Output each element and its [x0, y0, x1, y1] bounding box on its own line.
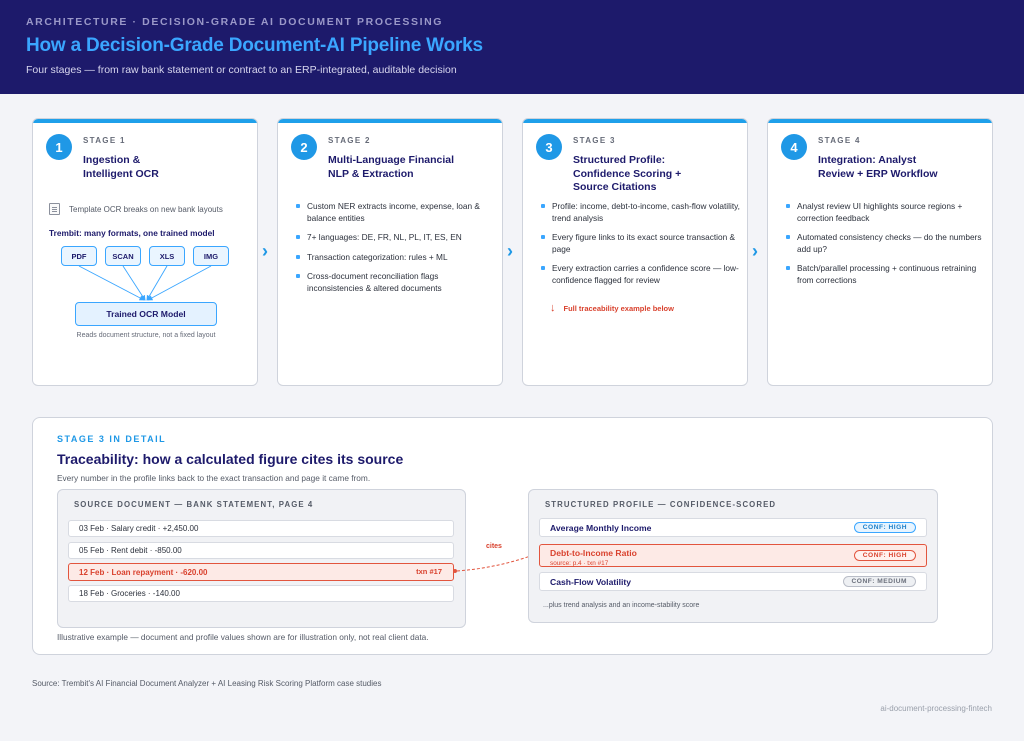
page-subtitle: Four stages — from raw bank statement or contract to an ERP-integrated, auditable decision — [26, 64, 457, 76]
stage-title: Multi-Language Financial NLP & Extraction — [328, 154, 455, 180]
transaction-row — [68, 585, 454, 602]
stage-card-1 — [32, 118, 258, 386]
confidence-badge: CONF: HIGH — [854, 522, 916, 533]
format-box-xls: XLS — [149, 246, 185, 266]
profile-metric-name: Debt-to-Income Ratio — [550, 548, 637, 558]
transaction-ref: txn #17 — [416, 567, 442, 576]
profile-footnote: ...plus trend analysis and an income-stability score — [543, 602, 700, 609]
stage-title: Integration: Analyst Review + ERP Workflow — [818, 154, 938, 180]
traceability-link-note — [550, 302, 674, 314]
stage-card-4 — [767, 118, 993, 386]
profile-row — [539, 572, 927, 591]
stage-label: STAGE 1 — [83, 136, 126, 145]
profile-source-citation: source: p.4 · txn #17 — [550, 560, 609, 567]
chevron-right-icon: › — [752, 241, 758, 261]
chevron-right-icon: › — [507, 241, 513, 261]
source-panel-heading: SOURCE DOCUMENT — BANK STATEMENT, PAGE 4 — [74, 500, 314, 509]
stage-number-badge: 4 — [781, 134, 807, 160]
template-ocr-note — [49, 203, 223, 215]
profile-metric-name: Cash-Flow Volatility — [550, 577, 632, 587]
bullet-item: Transaction categorization: rules + ML — [295, 252, 495, 264]
trembit-formats-line: Trembit: many formats, one trained model — [49, 228, 215, 238]
profile-row-highlighted — [539, 544, 927, 567]
confidence-badge: CONF: HIGH — [854, 550, 916, 561]
transaction-row — [68, 520, 454, 537]
bullet-item: Profile: income, debt-to-income, cash-flow volatility, trend analysis — [540, 201, 740, 224]
ocr-model-caption: Reads document structure, not a fixed layout — [76, 332, 216, 339]
trained-ocr-model-box: Trained OCR Model — [75, 302, 217, 326]
stage-label: STAGE 4 — [818, 136, 861, 145]
transaction-text: 18 Feb · Groceries · -140.00 — [79, 589, 180, 598]
stage-title: Ingestion & Intelligent OCR — [83, 154, 159, 180]
detail-eyebrow: STAGE 3 IN DETAIL — [57, 434, 167, 444]
stage-number-badge: 3 — [536, 134, 562, 160]
header-eyebrow: ARCHITECTURE · DECISION-GRADE AI DOCUMENT PROCESSING — [26, 16, 444, 28]
chevron-right-icon: › — [262, 241, 268, 261]
stage-3-detail-panel — [32, 417, 993, 655]
transaction-text: 12 Feb · Loan repayment · -620.00 — [79, 567, 208, 577]
page-slug: ai-document-processing-fintech — [880, 704, 992, 713]
bullet-item: Cross-document reconciliation flags inconsistencies & altered documents — [295, 271, 495, 294]
stage-label: STAGE 3 — [573, 136, 616, 145]
arrow-down-icon: ↓ — [550, 302, 556, 314]
source-attribution: Source: Trembit's AI Financial Document Analyzer + AI Leasing Risk Scoring Platform case studies — [32, 679, 382, 688]
format-box-scan: SCAN — [105, 246, 141, 266]
stage-card-3 — [522, 118, 748, 386]
cites-label: cites — [486, 543, 502, 550]
detail-title: Traceability: how a calculated figure cites its source — [57, 451, 404, 467]
format-box-pdf: PDF — [61, 246, 97, 266]
detail-subtitle: Every number in the profile links back to the exact transaction and page it came from. — [57, 473, 371, 483]
confidence-badge: CONF: MEDIUM — [843, 576, 916, 587]
bullet-item: Every extraction carries a confidence score — low-confidence flagged for review — [540, 263, 740, 286]
stage-card-2 — [277, 118, 503, 386]
stage-bullets — [540, 201, 740, 294]
stage-bullets — [785, 201, 985, 294]
bullet-item: Automated consistency checks — do the numbers add up? — [785, 232, 985, 255]
transaction-text: 05 Feb · Rent debit · -850.00 — [79, 546, 182, 555]
format-box-img: IMG — [193, 246, 229, 266]
page-title: How a Decision-Grade Document-AI Pipeline Works — [26, 35, 483, 56]
stage-number-badge: 1 — [46, 134, 72, 160]
stage-bullets — [295, 201, 495, 302]
stage-number-badge: 2 — [291, 134, 317, 160]
profile-row — [539, 518, 927, 537]
profile-metric-name: Average Monthly Income — [550, 523, 652, 533]
bullet-item: Every figure links to its exact source transaction & page — [540, 232, 740, 255]
transaction-text: 03 Feb · Salary credit · +2,450.00 — [79, 524, 199, 533]
bullet-item: Analyst review UI highlights source regions + correction feedback — [785, 201, 985, 224]
template-ocr-note-text: Template OCR breaks on new bank layouts — [69, 204, 223, 214]
bullet-item: Batch/parallel processing + continuous retraining from corrections — [785, 263, 985, 286]
bullet-item: 7+ languages: DE, FR, NL, PL, IT, ES, EN — [295, 232, 495, 244]
source-document-panel — [57, 489, 466, 628]
stage-label: STAGE 2 — [328, 136, 371, 145]
profile-panel-heading: STRUCTURED PROFILE — CONFIDENCE-SCORED — [545, 500, 777, 509]
detail-footnote: Illustrative example — document and profile values shown are for illustration only, not real client data. — [57, 632, 429, 642]
stage-title: Structured Profile: Confidence Scoring + Source Citations — [573, 154, 682, 193]
document-icon — [49, 203, 60, 215]
traceability-link-text: Full traceability example below — [563, 303, 674, 313]
bullet-item: Custom NER extracts income, expense, loan & balance entities — [295, 201, 495, 224]
header-banner — [0, 0, 1024, 94]
transaction-row — [68, 542, 454, 559]
structured-profile-panel — [528, 489, 938, 623]
transaction-row-highlighted — [68, 563, 454, 581]
